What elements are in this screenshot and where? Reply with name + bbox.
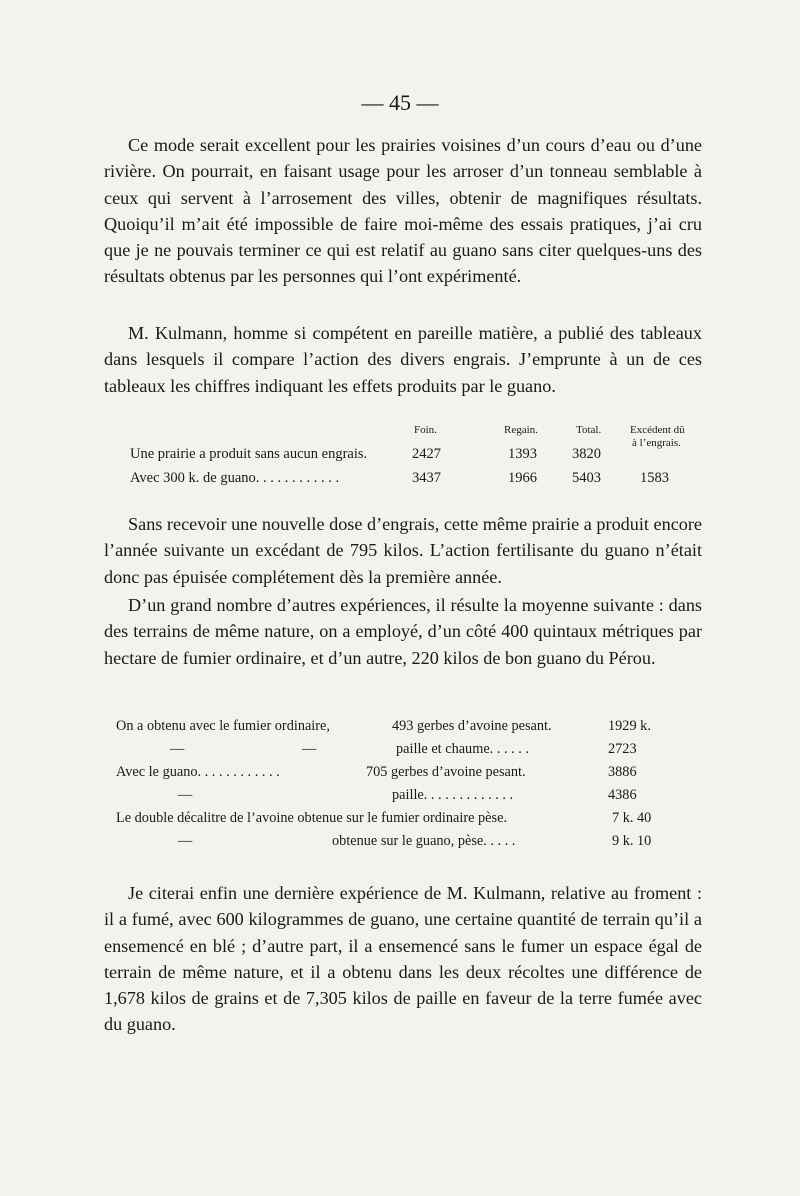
table-row: — — paille et chaume. . . . . . 2723 <box>170 741 637 757</box>
table-row: Avec le guano. . . . . . . . . . . . 705 gerbes d’avoine pesant. 3886 <box>116 764 637 780</box>
paragraph-2: M. Kulmann, homme si compétent en pareille matière, a publié des tableaux dans lesquels il compare l’action des divers engrais. J’emprunte à un de ces tableaux les chiffres indiquant les effets produits par le guano. <box>104 323 702 396</box>
paragraph-5: Je citerai enfin une dernière expérience de M. Kulmann, relative au froment : il a fumé, avec 600 kilogrammes de guano, une certaine quantité de terrain qu’il a ensemencé en blé ; d’autre part, il a ensemencé sans le fumer un espace égal de terrain de même nature, et il a obtenu dans les deux récoltes une différence de 1,678 kilos de grains et de 7,305 kilos de paille en faveur de la terre fumée avec du guano. <box>104 883 702 1035</box>
paragraph-3: Sans recevoir une nouvelle dose d’engrais, cette même prairie a produit encore l’année suivante un excédant de 795 kilos. L’action fertilisante du guano n’était donc pas épuisée complétement dès la première année. <box>104 514 702 587</box>
table-row: — obtenue sur le guano, pèse. . . . . 9 k. 10 <box>178 833 652 849</box>
col-header-foin: Foin. <box>414 424 437 436</box>
table-row: Le double décalitre de l’avoine obtenue sur le fumier ordinaire pèse. 7 k. 40 <box>116 810 652 826</box>
col-header-excedent-2: à l’engrais. <box>632 437 681 449</box>
table-row: On a obtenu avec le fumier ordinaire, 493 gerbes d’avoine pesant. 1929 k. <box>116 718 651 734</box>
col-header-total: Total. <box>576 424 602 436</box>
col-header-excedent: Excédent dû <box>630 424 685 436</box>
paragraph-1: Ce mode serait excellent pour les prairies voisines d’un cours d’eau ou d’une rivière. On pourrait, en faisant usage pour les arroser d’un tonneau semblable à ceux qui servent à l’arrosement des villes, obtenir de magnifiques résultats. Quoiqu’il m’ait été impossible de faire moi-même des essais pratiques, j’ai cru que je ne pouvais terminer ce qui est relatif au guano sans citer quelques-uns des résultats obtenus par les personnes qui l’ont expérimenté. <box>104 135 702 287</box>
page-number: — 45 — <box>361 90 439 115</box>
table-row: Avec 300 k. de guano. . . . . . . . . . . . 3437 1966 5403 1583 <box>130 470 669 486</box>
table-row: — paille. . . . . . . . . . . . . 4386 <box>178 787 637 803</box>
table-row: Une prairie a produit sans aucun engrais. 2427 1393 3820 <box>130 446 601 462</box>
col-header-regain: Regain. <box>504 424 538 436</box>
paragraph-4: D’un grand nombre d’autres expériences, il résulte la moyenne suivante : dans des terrains de même nature, on a employé, d’un côté 400 quintaux métriques par hectare de fumier ordinaire, et d’un autre, 220 kilos de bon guano du Pérou. <box>104 595 702 668</box>
